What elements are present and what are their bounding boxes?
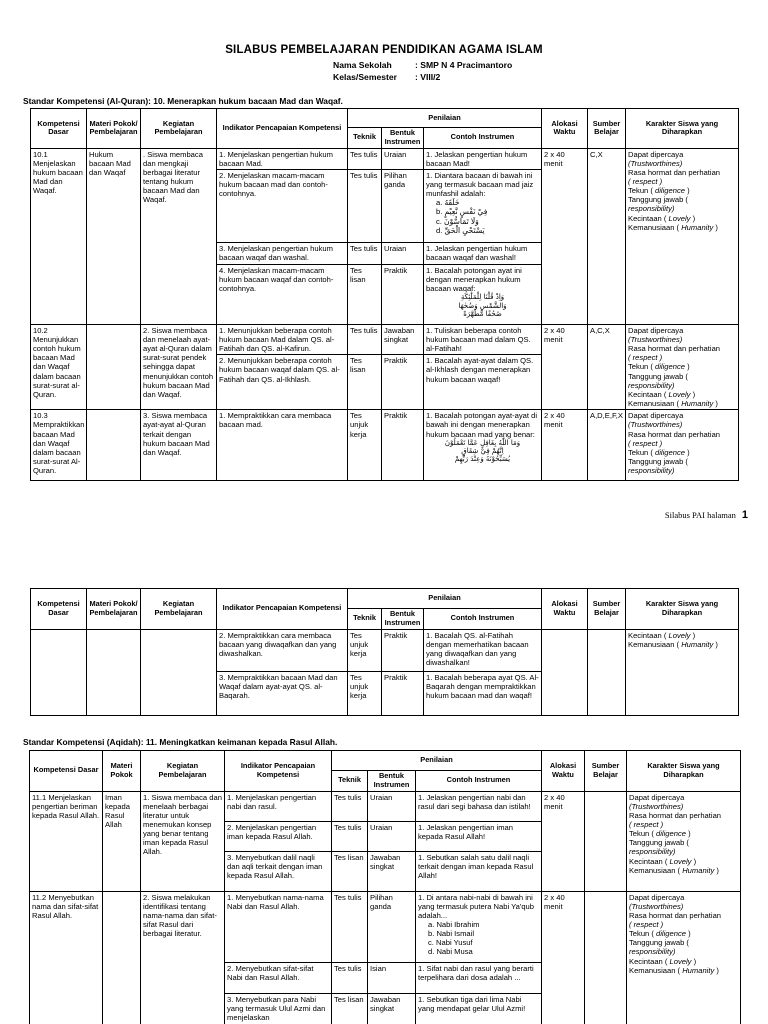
teknik-cell: Tes tulis [348,169,382,242]
kd-cell: 10.1 Menjelaskan hukum bacaan Mad dan Waqaf. [31,148,87,324]
contoh-cell: 1. Jelaskan pengertian iman kepada Rasul Allah! [416,821,542,851]
kegiatan-cell: 3. Siswa membaca ayat-ayat al-Quran terkait dengan hukum bacaan Mad dan Waqaf. [141,410,217,481]
header-alokasi: Alokasi Waktu [542,109,588,149]
contoh-cell: 1. Tuliskan beberapa contoh hukum bacaan mad dalam QS. al-Fatihah! [424,324,542,354]
header-contoh: Contoh Instrumen [424,609,542,630]
syllabus-table-1 [30,108,739,481]
indikator-cell: 3. Mempraktikkan bacaan Mad dan Waqaf dalam ayat-ayat QS. al-Baqarah. [217,671,348,715]
document-title: SILABUS PEMBELAJARAN PENDIDIKAN AGAMA ISLAM [225,44,543,56]
header-bentuk: Bentuk Instrumen [382,128,424,149]
kegiatan-cell: 2. Siswa membaca dan menelaah ayat-ayat al-Quran dalam surat-surat pendek sehingga dapat menunjukkan contoh hukum bacaan Mad dan Waqaf. [141,324,217,409]
header-kegiatan: Kegiatan Pembelajaran [141,751,225,792]
header-alokasi: Alokasi Waktu [542,751,585,792]
header-bentuk: Bentuk Instrumen [382,609,424,630]
contoh-cell: 1. Jelaskan pengertian nabi dan rasul dari segi bahasa dan istilah! [416,791,542,821]
bentuk-cell: Uraian [382,148,424,169]
table-row [30,891,741,962]
meta-school-label: Nama Sekolah [333,60,392,70]
materi-cell: Hukum bacaan Mad dan Waqaf [87,148,141,324]
teknik-cell: Tes tulis [332,891,368,962]
sumber-cell [585,891,627,1024]
bentuk-cell: Praktik [382,671,424,715]
kd-cell: 11.1 Menjelaskan pengertian beriman kepada Rasul Allah. [30,791,103,891]
bentuk-cell: Jawaban singkat [382,324,424,354]
kegiatan-cell: 2. Siswa melakukan identifikasi tentang nama-nama dan sifat-sifat Rasul dari berbagai literatur. [141,891,225,1024]
indikator-cell: 3. Menyebutkan dalil naqli dan aqli terkait dengan iman kepada Rasul Allah. [225,851,332,891]
header-penilaian: Penilaian [348,109,542,128]
materi-cell [87,629,141,715]
karakter-cell: Dapat dipercaya (Trustworthines) Rasa hormat dan perhatian ( respect ) Tekun ( diligence ) Tanggung jawab ( responsibility) [626,410,739,481]
header-karakter: Karakter Siswa yang Diharapkan [627,751,741,792]
bentuk-cell: Jawaban singkat [368,851,416,891]
header-materi: Materi Pokok/ Pembelajaran [87,589,141,630]
header-bentuk: Bentuk Instrumen [368,771,416,792]
arabic-verse: وَمَا اللّٰهُ بِغَافِلٍ عَمَّا تَعْمَلُوْنَ [444,438,521,447]
teknik-cell: Tes unjuk kerja [348,410,382,481]
indikator-cell: 2. Menjelaskan pengertian iman kepada Rasul Allah. [225,821,332,851]
teknik-cell: Tes lisan [332,851,368,891]
header-kd: Kompetensi Dasar [31,589,87,630]
bentuk-cell: Uraian [368,791,416,821]
alokasi-cell: 2 x 40 menit [542,791,585,891]
header-kegiatan: Kegiatan Pembelajaran [141,109,217,149]
teknik-cell: Tes tulis [348,324,382,354]
karakter-cell: Dapat dipercaya (Trustworthines) Rasa hormat dan perhatian ( respect ) Tekun ( diligence ) Tanggung jawab ( responsibility) Kecintaan ( Lovely ) Kemanusiaan ( Humanity ) [626,148,739,324]
header-kd: Kompetensi Dasar [30,751,103,792]
sumber-cell: C,X [588,148,626,324]
indikator-cell: 2. Mempraktikkan cara membaca bacaan yang diwaqafkan dan yang diwashalkan. [217,629,348,671]
bentuk-cell: Uraian [382,242,424,264]
indikator-cell: 1. Menjelaskan pengertian nabi dan rasul. [225,791,332,821]
teknik-cell: Tes tulis [332,962,368,993]
sumber-cell [585,791,627,891]
header-teknik: Teknik [332,771,368,792]
alokasi-cell: 2 x 40 menit [542,410,588,481]
sumber-cell [588,629,626,715]
indikator-cell: 3. Menyebutkan para Nabi yang termasuk Ulul Azmi dan menjelaskan [225,993,332,1024]
bentuk-cell: Jawaban singkat [368,993,416,1024]
header-penilaian: Penilaian [332,751,542,771]
page-number: 1 [741,509,748,521]
indikator-cell: 2. Menunjukkan beberapa contoh hukum bacaan waqaf dalam QS. al-Fatihah dan QS. al-Ikhlash. [217,355,348,410]
contoh-cell: 1. Sifat nabi dan rasul yang berarti terpelihara dari dosa adalah ... [416,962,542,993]
contoh-cell: 1. Bacalah QS. al-Fatihah dengan memerhatikan bacaan yang diwaqafkan dan yang diwashalkan! [424,629,542,671]
indikator-cell: 1. Mempraktikkan cara membaca bacaan mad. [217,410,348,481]
table-row [31,148,739,169]
teknik-cell: Tes tulis [332,791,368,821]
kegiatan-cell: 1. Siswa membaca dan menelaah berbagai literatur untuk menemukan konsep yang benar tentang iman kepada Rasul Allah. [141,791,225,891]
teknik-cell: Tes tulis [348,242,382,264]
karakter-cell: Dapat dipercaya (Trustworthines) Rasa hormat dan perhatian ( respect ) Tekun ( diligence ) Tanggung jawab ( responsibility) Kecintaan ( Lovely ) Kemanusiaan ( Humanity ) [627,791,741,891]
table-row [30,791,741,821]
teknik-cell: Tes lisan [348,264,382,324]
indikator-cell: 1. Menyebutkan nama-nama Nabi dan Rasul Allah. [225,891,332,962]
header-alokasi: Alokasi Waktu [542,589,588,630]
teknik-cell: Tes lisan [332,993,368,1024]
indikator-cell: 4. Menjelaskan macam-macam hukum bacaan waqaf dan contoh-contohnya. [217,264,348,324]
teknik-cell: Tes unjuk kerja [348,671,382,715]
contoh-cell: 1. Jelaskan pengertian hukum bacaan Mad! [424,148,542,169]
alokasi-cell: 2 x 40 menit [542,324,588,409]
contoh-cell: 1. Sebutkan tiga dari lima Nabi yang mendapat gelar Ulul Azmi! [416,993,542,1024]
arabic-verse: وَاِذْ قُلْنَا لِلْمَلٰٓئِكَةِ [460,293,505,302]
kegiatan-cell: . Siswa membaca dan mengkaji berbagai literatur tentang hukum bacaan Mad dan Waqaf. [141,148,217,324]
bentuk-cell: Isian [368,962,416,993]
table-row [31,629,739,671]
kd-cell: 11.2 Menyebutkan nama dan sifat-sifat Rasul Allah. [30,891,103,1024]
header-indikator: Indikator Pencapaian Kompetensi [225,751,332,792]
bentuk-cell: Praktik [382,355,424,410]
materi-cell [103,891,141,1024]
arabic-verse: وَالشَّمْسِ وَضُحٰهَا [458,301,507,310]
bentuk-cell: Praktik [382,410,424,481]
arabic-verse: يُسَبِّحُوْنَهُ وَعِنْدَ رَبِّهِمْ [454,455,511,464]
contoh-cell: 1. Bacalah potongan ayat ini dengan menerapkan hukum bacaan waqaf: وَاِذْ قُلْنَا لِلْمَلٰٓئِكَةِ وَالشَّمْسِ وَضُحٰهَا صُحُفًا مُّطَهَّرَةً [424,264,542,324]
teknik-cell: Tes tulis [348,148,382,169]
alokasi-cell: 2 x 40 menit [542,891,585,1024]
header-contoh: Contoh Instrumen [416,771,542,792]
materi-cell [87,410,141,481]
materi-cell: Iman kepada Rasul Allah [103,791,141,891]
bentuk-cell: Pilihan ganda [368,891,416,962]
header-teknik: Teknik [348,609,382,630]
sumber-cell: A,C,X [588,324,626,409]
header-sumber: Sumber Belajar [588,109,626,149]
alokasi-cell [542,629,588,715]
header-karakter: Karakter Siswa yang Diharapkan [626,589,739,630]
karakter-cell: Dapat dipercaya (Trustworthines) Rasa hormat dan perhatian ( respect ) Tekun ( diligence ) Tanggung jawab ( responsibility) Kecintaan ( Lovely ) Kemanusiaan ( Humanity ) [626,324,739,409]
bentuk-cell: Praktik [382,264,424,324]
indikator-cell: 2. Menjelaskan macam-macam hukum bacaan mad dan contoh-contohnya. [217,169,348,242]
contoh-cell: 1. Sebutkan salah satu dalil naqli terkait dengan iman kepada Rasul Allah! [416,851,542,891]
meta-class [333,72,440,82]
header-sumber: Sumber Belajar [585,751,627,792]
contoh-cell: 1. Diantara bacaan di bawah ini yang termasuk bacaan mad jaiz munfashil adalah: a. ‏خَلَقَهُ b. ‏فِيْ نَفْسٍ نَّعِيْمٍ c. ‏وَلَا تَمَاسُّوْنَ d. ‏يَسْتَحْيِ الْحَقِّ [424,169,542,242]
header-materi: Materi Pokok [103,751,141,792]
bentuk-cell: Uraian [368,821,416,851]
standard-competency-1: Standar Kompetensi (Al-Quran): 10. Menerapkan hukum bacaan Mad dan Waqaf. [23,96,343,106]
header-penilaian: Penilaian [348,589,542,609]
contoh-cell: 1. Bacalah ayat-ayat dalam QS. al-Ikhlash dengan menerapkan hukum bacaan waqaf! [424,355,542,410]
kegiatan-cell [141,629,217,715]
meta-school-value: : SMP N 4 Pracimantoro [415,60,513,70]
karakter-cell: Dapat dipercaya (Trustworthines) Rasa hormat dan perhatian ( respect ) Tekun ( diligence ) Tanggung jawab ( responsibility) Kecintaan ( Lovely ) Kemanusiaan ( Humanity ) [627,891,741,1024]
materi-cell [87,324,141,409]
footer-label: Silabus PAI halaman [664,510,736,520]
meta-school [333,60,512,70]
bentuk-cell: Pilihan ganda [382,169,424,242]
teknik-cell: Tes lisan [348,355,382,410]
syllabus-table-3 [29,750,741,1024]
teknik-cell: Tes unjuk kerja [348,629,382,671]
kd-cell: 10.3 Mempraktikkan bacaan Mad dan Waqaf dalam bacaan surat-surat Al-Quran. [31,410,87,481]
header-indikator: Indikator Pencapaian Kompetensi [217,109,348,149]
contoh-cell: 1. Bacalah potongan ayat-ayat di bawah ini dengan menerapkan hukum bacaan mad yang benar: وَمَا اللّٰهُ بِغَافِلٍ عَمَّا تَعْمَلُوْنَ اِنَّهُمْ فِيْ شِقَاقٍ يُسَبِّحُوْنَهُ وَعِنْدَ رَبِّهِمْ [424,410,542,481]
kd-cell: 10.2 Menunjukkan contoh hukum bacaan Mad dan Waqaf dalam bacaan surat-surat al-Quran. [31,324,87,409]
meta-class-label: Kelas/Semester [333,72,398,82]
indikator-cell: 1. Menunjukkan beberapa contoh hukum bacaan Mad dalam QS. al-Fatihah dan QS. al-Kafirun. [217,324,348,354]
indikator-cell: 2. Menyebutkan sifat-sifat Nabi dan Rasul Allah. [225,962,332,993]
page-footer [665,509,748,521]
table-row [31,324,739,354]
bentuk-cell: Praktik [382,629,424,671]
indikator-cell: 1. Menjelaskan pengertian hukum bacaan Mad. [217,148,348,169]
header-kd: Kompetensi Dasar [31,109,87,149]
header-indikator: Indikator Pencapaian Kompetensi [217,589,348,630]
header-materi: Materi Pokok/ Pembelajaran [87,109,141,149]
contoh-cell: 1. Bacalah beberapa ayat QS. Al-Baqarah dengan mempraktikkan hukum bacaan mad dan waqaf! [424,671,542,715]
header-kegiatan: Kegiatan Pembelajaran [141,589,217,630]
contoh-cell: 1. Di antara nabi-nabi di bawah ini yang termasuk putera Nabi Ya'qub adalah... a. Nabi Ibrahim b. Nabi Ismail c. Nabi Yusuf d. Nabi Musa [416,891,542,962]
meta-class-value: : VIII/2 [415,72,441,82]
teknik-cell: Tes tulis [332,821,368,851]
kd-cell [31,629,87,715]
arabic-verse: صُحُفًا مُّطَهَّرَةً [463,310,502,319]
alokasi-cell: 2 x 40 menit [542,148,588,324]
header-contoh: Contoh Instrumen [424,128,542,149]
syllabus-table-2 [30,588,739,716]
contoh-cell: 1. Jelaskan pengertian hukum bacaan waqaf dan washal! [424,242,542,264]
header-teknik: Teknik [348,128,382,149]
sumber-cell: A,D,E,F,X [588,410,626,481]
standard-competency-2: Standar Kompetensi (Aqidah): 11. Meningkatkan keimanan kepada Rasul Allah. [23,737,338,747]
header-karakter: Karakter Siswa yang Diharapkan [626,109,739,149]
indikator-cell: 3. Menjelaskan pengertian hukum bacaan waqaf dan washal. [217,242,348,264]
arabic-verse: اِنَّهُمْ فِيْ شِقَاقٍ [461,447,504,456]
table-row [31,410,739,481]
karakter-cell: Kecintaan ( Lovely ) Kemanusiaan ( Humanity ) [626,629,739,715]
header-sumber: Sumber Belajar [588,589,626,630]
